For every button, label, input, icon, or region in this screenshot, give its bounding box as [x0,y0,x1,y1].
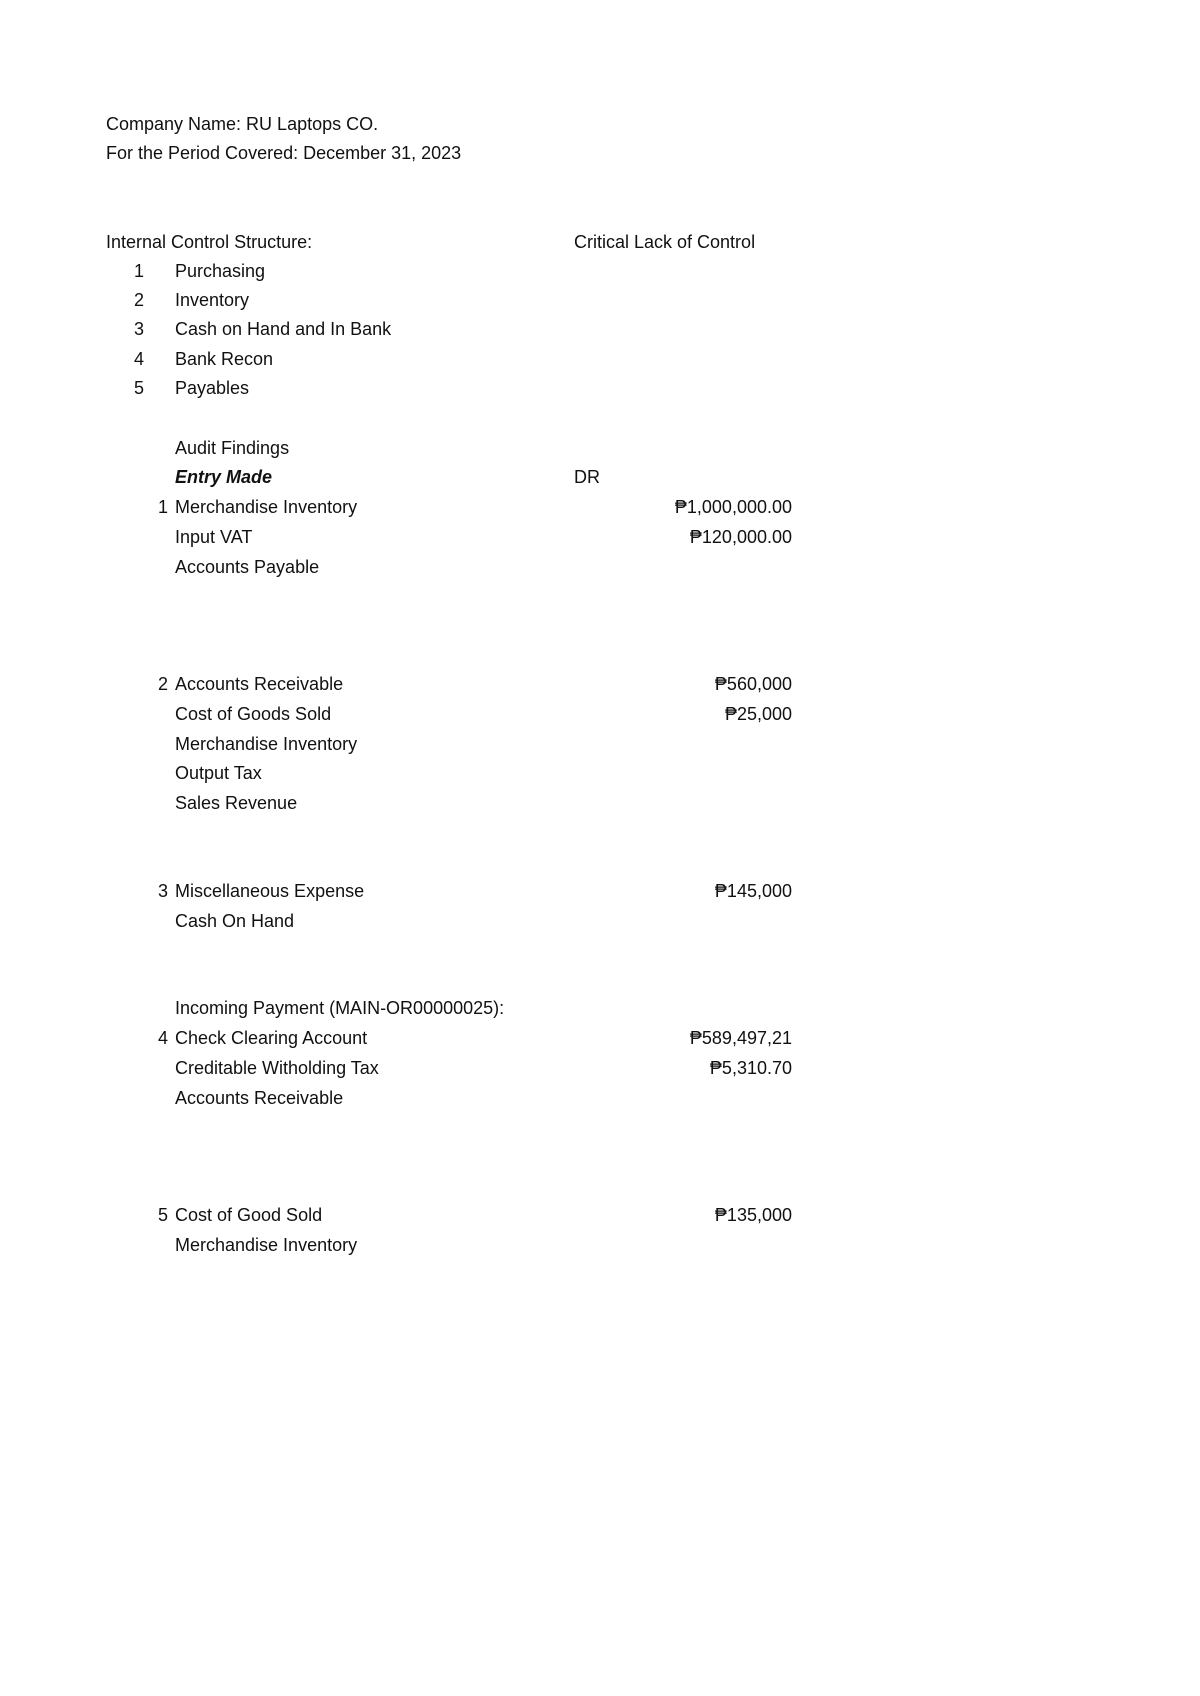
entry-number: 4 [157,1028,168,1048]
entry-number: 5 [157,1205,168,1225]
control-item-label: Cash on Hand and In Bank [175,319,392,339]
entry-account: Merchandise Inventory [175,734,358,754]
entry-debit-amount: ₱1,000,000.00 [674,497,792,517]
control-item-label: Payables [175,378,250,398]
control-item-number: 2 [133,290,144,310]
entry-number: 2 [157,674,168,694]
entry-account: Merchandise Inventory [175,497,358,517]
company-name: Company Name: RU Laptops CO. [106,114,379,134]
incoming-payment-note: Incoming Payment (MAIN-OR00000025): [175,998,505,1018]
entry-debit-amount: ₱589,497,21 [689,1028,792,1048]
control-item-number: 5 [133,378,144,398]
dr-column-label: DR [574,467,600,487]
entry-account: Creditable Witholding Tax [175,1058,379,1078]
entry-account: Accounts Payable [175,557,320,577]
entry-account: Cost of Goods Sold [175,704,332,724]
entry-debit-amount: ₱25,000 [724,704,792,724]
entry-debit-amount: ₱145,000 [714,881,792,901]
entry-account: Accounts Receivable [175,1088,344,1108]
entry-made-label: Entry Made [175,467,273,487]
entry-debit-amount: ₱135,000 [714,1205,792,1225]
entry-number: 3 [157,881,168,901]
entry-number: 1 [157,497,168,517]
entry-account: Merchandise Inventory [175,1235,358,1255]
entry-account: Accounts Receivable [175,674,344,694]
control-item-label: Bank Recon [175,349,274,369]
entry-account: Check Clearing Account [175,1028,368,1048]
entry-account: Sales Revenue [175,793,298,813]
control-item-number: 3 [133,319,144,339]
control-item-number: 1 [133,261,144,281]
audit-findings-heading: Audit Findings [175,438,290,458]
entry-account: Output Tax [175,763,262,783]
entry-account: Cash On Hand [175,911,295,931]
control-structure-heading: Internal Control Structure: [106,232,313,252]
critical-lack-heading: Critical Lack of Control [574,232,756,252]
control-item-number: 4 [133,349,144,369]
period-covered: For the Period Covered: December 31, 2023 [106,143,462,163]
entry-debit-amount: ₱120,000.00 [689,527,792,547]
entry-debit-amount: ₱560,000 [714,674,792,694]
entry-debit-amount: ₱5,310.70 [709,1058,792,1078]
entry-account: Cost of Good Sold [175,1205,323,1225]
entry-account: Input VAT [175,527,253,547]
entry-account: Miscellaneous Expense [175,881,365,901]
control-item-label: Purchasing [175,261,266,281]
control-item-label: Inventory [175,290,250,310]
